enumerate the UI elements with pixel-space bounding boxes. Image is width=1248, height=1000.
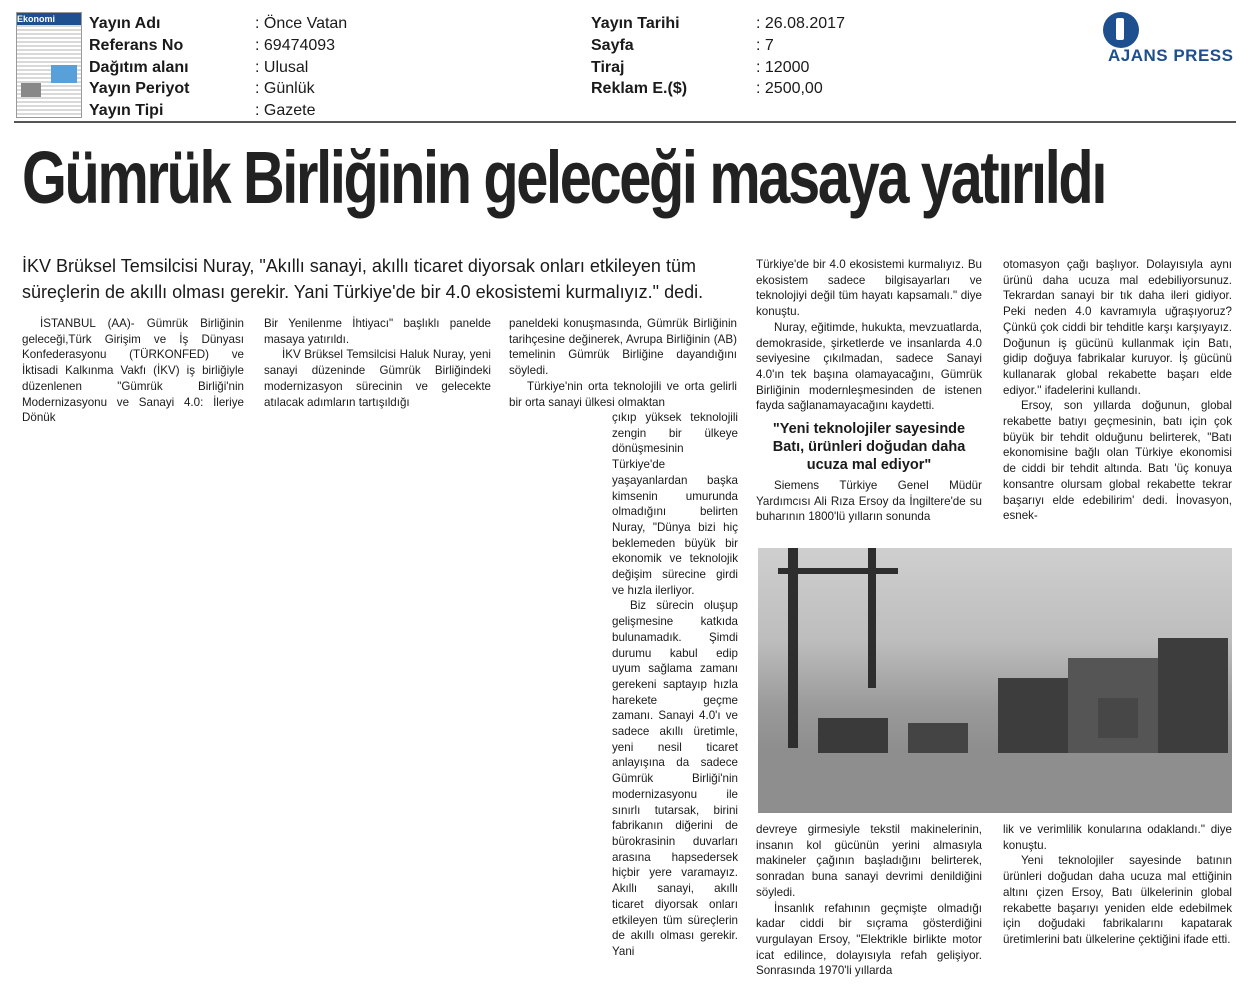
meta-key: Dağıtım alanı	[89, 59, 189, 76]
container-stack	[998, 678, 1068, 758]
meta-key: Yayın Adı	[89, 15, 161, 32]
meta-value: : Önce Vatan	[255, 15, 348, 32]
article-column-4-bottom	[756, 822, 982, 979]
paragraph: İSTANBUL (AA)- Gümrük Birliğinin geleceği,Türk Girişim ve İş Dünyası Konfederasyonu (TÜRKONFED) ve İktisadi Kalkınma Vakfı (İKV) iş birliğiyle düzenlenen "Gümrük Birliği'nin Modernizasyonu ve Sanayi 4.0: İleriye Dönük	[22, 317, 244, 425]
paragraph: Nuray, eğitimde, hukukta, mevzuatlarda, demokraside, şirketlerde ve insanlarda 4.0 seviyesine çıkılmadan, sadece Sanayi 4.0'ın tek başına olamayacağını, Gümrük Birliğinin modernleşmesinden de istenen fayda sağlanamayacağını kaydetti.	[756, 320, 982, 413]
crane-tower	[788, 548, 798, 748]
paragraph: Ersoy, son yıllarda doğunun, global rekabette batıyı geçmesinin, batı için çok büyük bir tehdit olduğunu belirterek, "Batı ekonomisine bağlı olan Türkiye ekonomisi de ciddi bir tehdit altında. Batı 'üç konuya konsantre olursam global rekabette tekrar başarıyı elde edebilirim' dedi. İnovasyon, esnek-	[1003, 399, 1232, 523]
header-divider	[14, 121, 1236, 123]
paragraph: Türkiye'nin orta teknolojili ve orta gelirli bir orta sanayi ülkesi olmaktan	[509, 379, 737, 409]
article-lead: İKV Brüksel Temsilcisi Nuray, "Akıllı sanayi, akıllı ticaret diyorsak onları etkileyen tüm süreçlerin de akıllı olması gerekir. Yani Türkiye'de bir 4.0 ekosistemi kurmalıyız." dedi.	[22, 256, 704, 302]
meta-value: : 2500,00	[756, 80, 823, 97]
thumbnail-photo	[51, 65, 77, 83]
meta-value: : Günlük	[255, 80, 315, 97]
article-column-1	[22, 316, 244, 426]
meta-key: Sayfa	[591, 37, 634, 54]
article-column-4-top	[756, 257, 982, 525]
meta-key: Reklam E.($)	[591, 80, 688, 97]
paragraph: paneldeki konuşmasında, Gümrük Birliğinin tarihçesine değinerek, Avrupa Birliğinin (AB) temelinin Gümrük Birliğine dayandığını söyledi.	[509, 317, 737, 378]
meta-value: : 7	[756, 37, 774, 54]
meta-key: Referans No	[89, 37, 184, 54]
newspaper-thumbnail	[16, 12, 82, 118]
paragraph: İnsanlık refahının geçmişte olmadığı kadar ciddi bir sıçrama gösterdiğini vurgulayan Ersoy, "Elektrikle birlikte motor icat edilince, dolayısıyla refah gelişiyor. Sonrasında 1970'li yıllarda	[756, 901, 982, 978]
paragraph: Yeni teknolojiler sayesinde batının ürünleri doğudan daha ucuza mal ettiğinin altını çizen Ersoy, Batı ülkelerinin global rekabette başarıyı yeniden elde edebilmek için doğudaki fabrikalarını kapatarak üretimlerini batı ülkelerine çektiğini ifade etti.	[1003, 854, 1232, 946]
meta-key: Yayın Tipi	[89, 102, 164, 119]
paragraph: Türkiye'de bir 4.0 ekosistemi kurmalıyız. Bu ekosistem sadece bilgisayarları ve teknolojiyi değil tüm hayatı kapsamalı." diye konuştu.	[756, 258, 982, 319]
crane-cable	[868, 548, 876, 688]
crane-arm	[778, 568, 898, 574]
thumbnail-photo-2	[21, 83, 41, 97]
meta-value: : 69474093	[255, 37, 336, 54]
meta-key: Tiraj	[591, 59, 625, 76]
article-column-5-bottom	[1003, 822, 1232, 948]
article-subheading: "Yeni teknolojiler sayesinde Batı, ürünleri doğudan daha ucuza mal ediyor"	[772, 421, 966, 474]
meta-value: : Ulusal	[255, 59, 309, 76]
container-port-photo	[758, 548, 1232, 813]
article-column-2	[264, 316, 491, 410]
thumbnail-band: Ekonomi	[17, 13, 81, 25]
paragraph: çıkıp yüksek teknolojili zengin bir ülkeye dönüşmesinin Türkiye'de yaşayanlardan başka kimsenin umurunda olmadığını belirten Nuray, "Dünya bizi hiç beklemeden büyük bir ekonomik ve teknolojik değişim sürecine girdi ve hızla ilerliyor.	[612, 411, 738, 597]
paragraph: Bir Yenilenme İhtiyacı" başlıklı panelde masaya yatırıldı.	[264, 317, 491, 346]
dock-ground	[758, 753, 1232, 813]
paragraph: devreye girmesiyle tekstil makinelerinin, insanın kol gücünün yerini almasıyla makineler çağının başladığını belirterek, sonradan buna sanayi devrimi denildiğini söyledi.	[756, 823, 982, 899]
article-column-3-narrow	[612, 410, 738, 960]
article-column-5-top	[1003, 257, 1232, 524]
meta-value: : Gazete	[255, 102, 316, 119]
meta-value: : 12000	[756, 59, 810, 76]
truck	[1098, 698, 1138, 738]
meta-key: Yayın Periyot	[89, 80, 190, 97]
article-headline: Gümrük Birliğinin geleceği masaya yatırıldı	[22, 136, 1106, 219]
container-stack	[1158, 638, 1228, 753]
paragraph: İKV Brüksel Temsilcisi Haluk Nuray, yeni sanayi düzeninde Gümrük Birliğindeki modernizasyon sürecinin ve gelecekte atılacak adımların tartışıldığı	[264, 348, 491, 409]
ajans-press-logo-text: AJANS PRESS	[1108, 46, 1234, 65]
article-column-3-top	[509, 316, 737, 410]
meta-key: Yayın Tarihi	[591, 15, 680, 32]
ajans-press-logo-icon	[1103, 12, 1139, 48]
paragraph: otomasyon çağı başlıyor. Dolayısıyla aynı ürünü daha ucuza mal edebiliyorsunuz. Tekrardan sanayi bir tık daha ileri gidiyor. Peki neden 4.0 kavramıyla uğraşıyoruz? Çünkü çok ciddi bir tehditle karşı karşıyayız. Doğunun iş gücünü kullanmak için Batı, gidip doğuya fabrikalar kuruyor. İş gücünü kullanarak global rekabette başarı elde ediyor.'' ifadelerini kullandı.	[1003, 258, 1232, 397]
paragraph: lik ve verimlilik konularına odaklandı.'' diye konuştu.	[1003, 823, 1232, 852]
paragraph: Siemens Türkiye Genel Müdür Yardımcısı Ali Rıza Ersoy da İngiltere'de su buharının 1800'lü yılların sonunda	[756, 479, 982, 524]
meta-value: : 26.08.2017	[756, 15, 845, 32]
paragraph: Biz sürecin oluşup gelişmesine katkıda bulunamadık. Şimdi durumu kabul edip uyum sağlama zamanı gerekeni saptayıp hızla harekete geçme zamanı. Sanayi 4.0'ı ve sadece akıllı üretimle, yeni nesil ticaret anlayışına da sadece Gümrük Birliği'nin modernizasyonu ile sınırlı tutarsak, birini fabrikanın diğerini de bürokrasinin duvarları arasına hapsedersek hiçbir yere varamayız. Akıllı sanayi, akıllı ticaret diyorsak onları etkileyen tüm süreçlerin de akıllı olması gerekir. Yani	[612, 599, 738, 958]
